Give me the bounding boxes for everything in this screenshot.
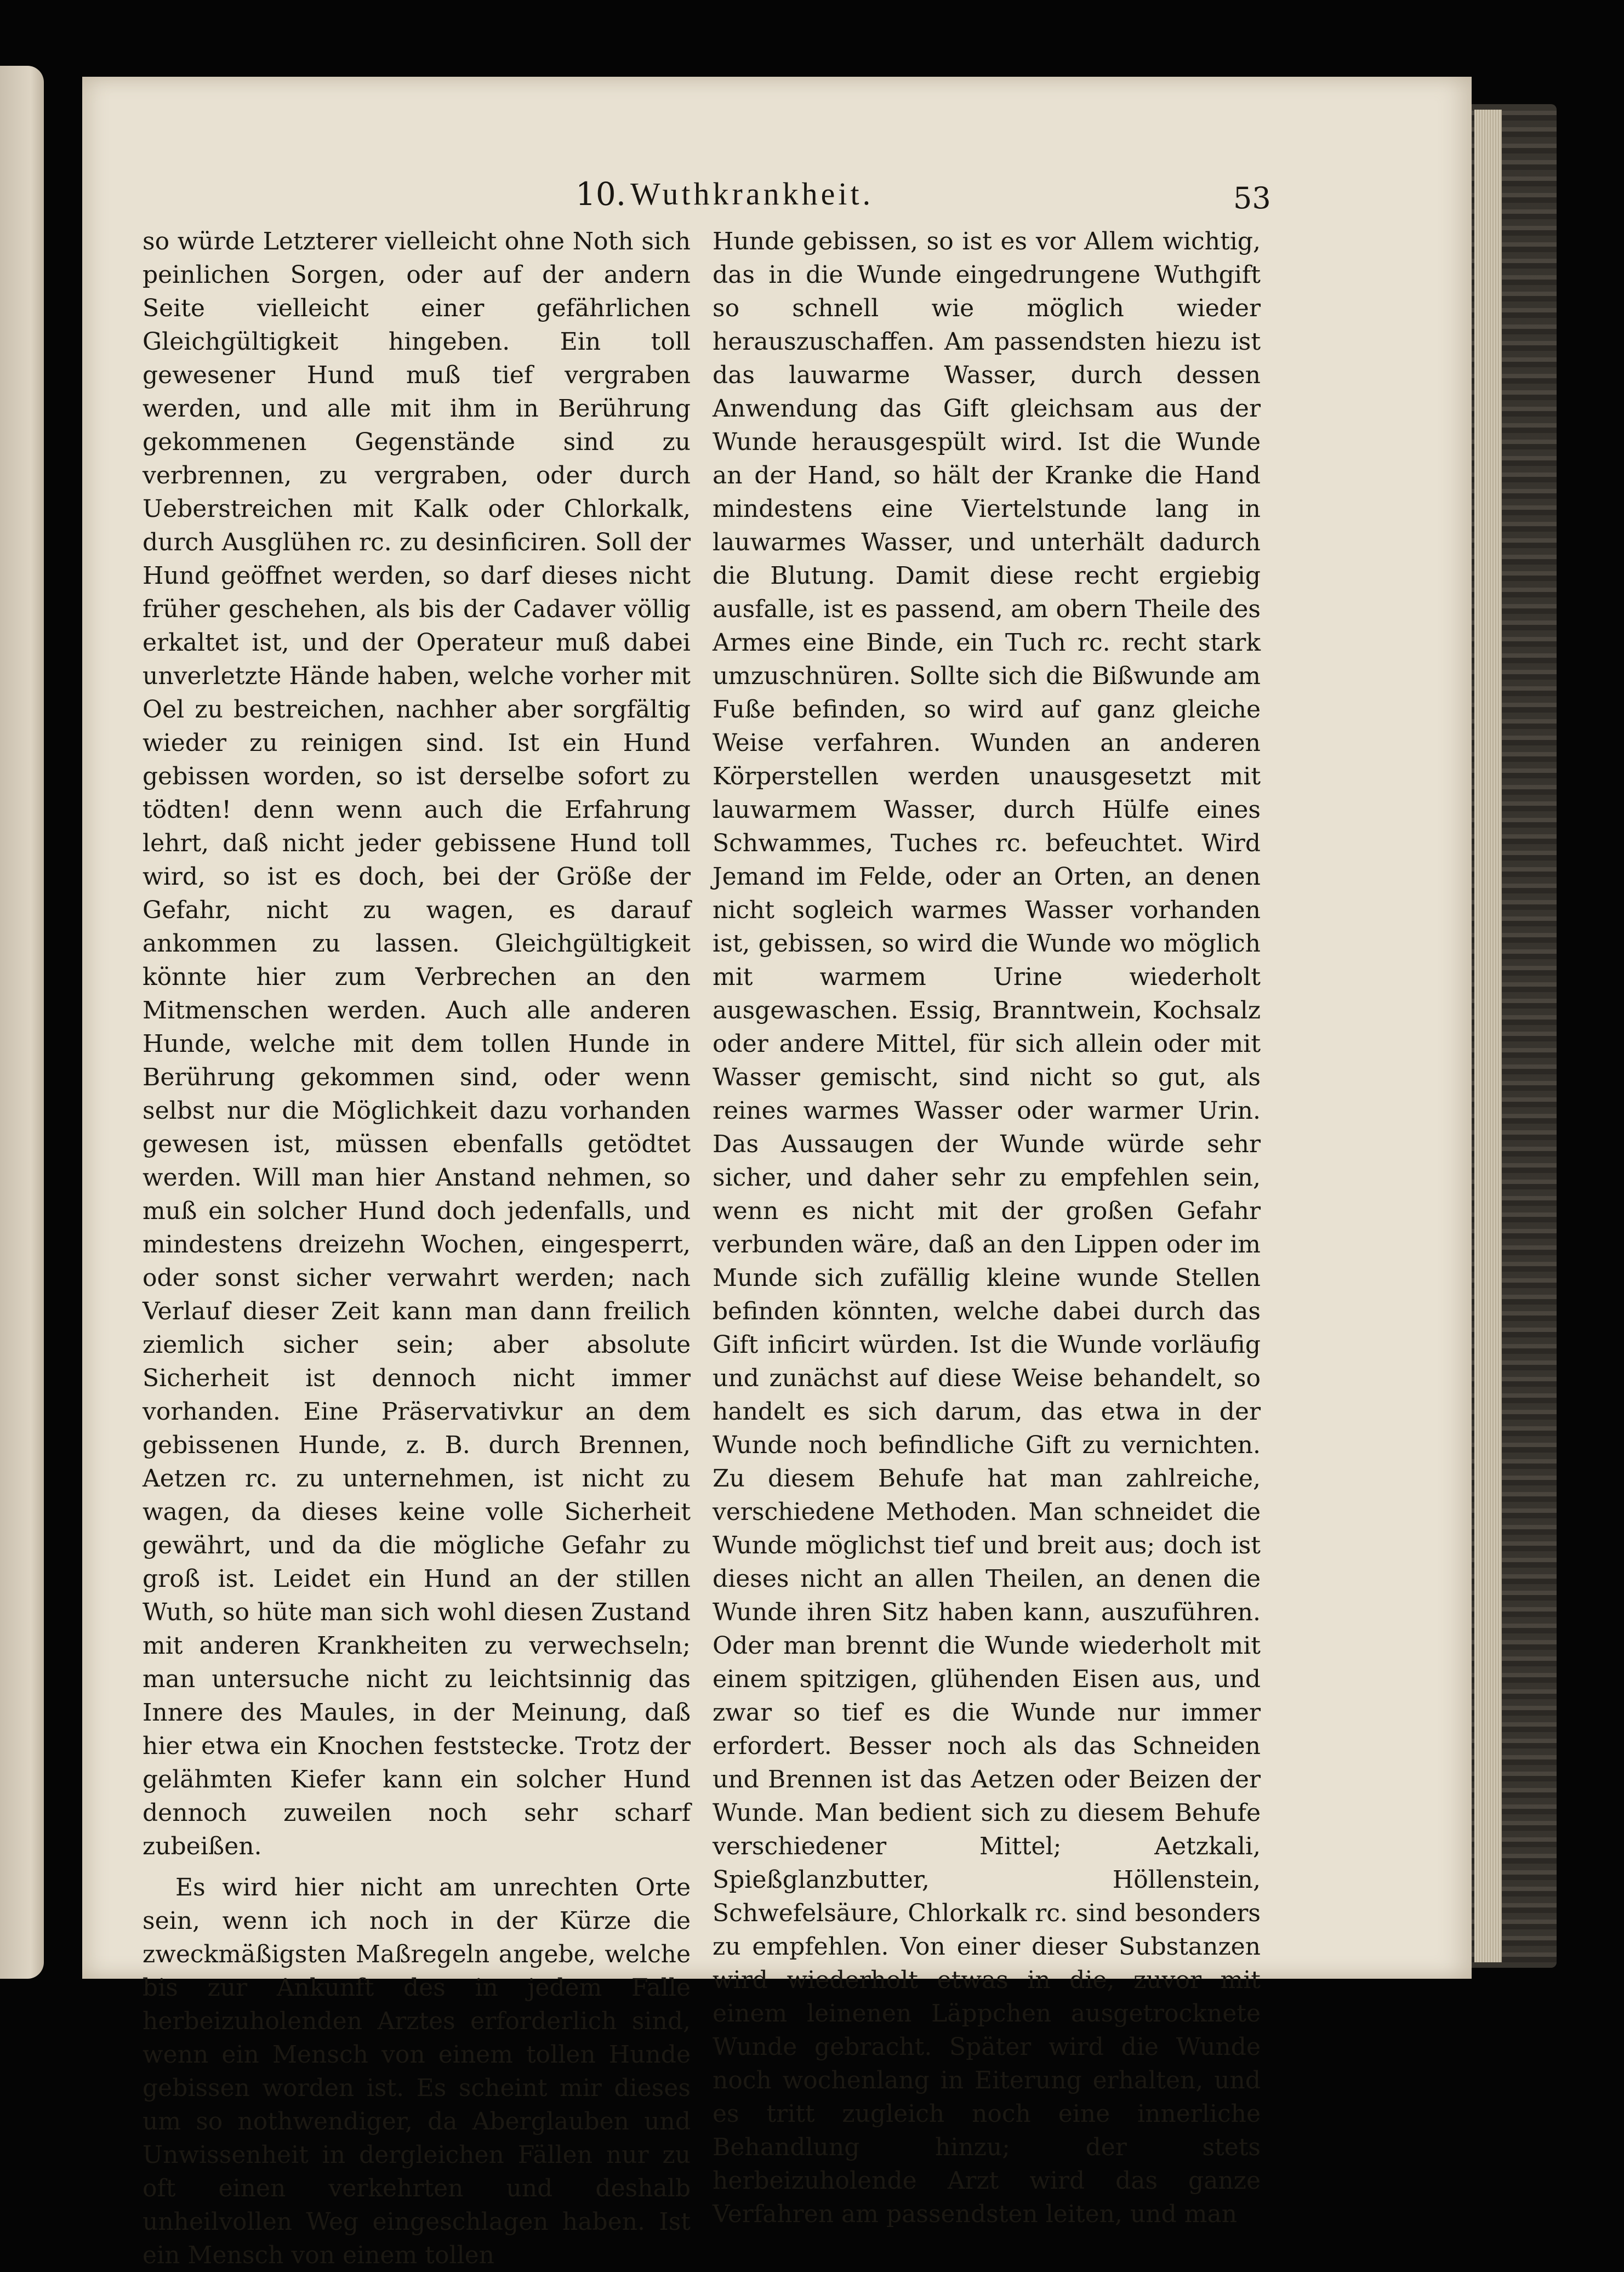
right-text-column — [713, 225, 1261, 2231]
facing-page-edge — [0, 66, 44, 1979]
chapter-title: Wuthkrankheit. — [630, 176, 874, 212]
chapter-number: 10. — [575, 175, 626, 213]
book-page — [82, 77, 1472, 2269]
page-block-edges — [1474, 110, 1502, 1962]
body-paragraph: Hunde gebissen, so ist es vor Allem wichtig, das in die Wunde eingedrungene Wuthgift so schnell wie möglich wieder herauszuschaffen. Am passendsten hiezu ist das lauwarme Wasser, durch dessen Anwendung das Gift gleichsam aus der Wunde herausgespült wird. Ist die Wunde an der Hand, so hält der Kranke die Hand mindestens eine Viertelstunde lang in lauwarmes Wasser, und unterhält dadurch die Blutung. Damit diese recht ergiebig ausfalle, ist es passend, am obern Theile des Armes eine Binde, ein Tuch rc. recht stark umzuschnüren. Sollte sich die Bißwunde am Fuße befinden, so wird auf ganz gleiche Weise verfahren. Wunden an anderen Körperstellen werden unausgesetzt mit lauwarmem Wasser, durch Hülfe eines Schwammes, Tuches rc. befeuchtet. Wird Jemand im Felde, oder an Orten, an denen nicht sogleich warmes Wasser vorhanden ist, gebissen, so wird die Wunde wo möglich mit warmem Urine wiederholt ausgewaschen. Essig, Branntwein, Kochsalz oder andere Mittel, für sich allein oder mit Wasser gemischt, sind nicht so gut, als reines warmes Wasser oder warmer Urin. Das Aussaugen der Wunde würde sehr sicher, und daher sehr zu empfehlen sein, wenn es nicht mit der großen Gefahr verbunden wäre, daß an den Lippen oder im Munde sich zufällig kleine wunde Stellen befinden könnten, welche dabei durch das Gift inficirt würden. Ist die Wunde vorläufig und zunächst auf diese Weise behandelt, so handelt es sich darum, das etwa in der Wunde noch befindliche Gift zu vernichten. Zu diesem Behufe hat man zahlreiche, verschiedene Methoden. Man schneidet die Wunde möglichst tief und breit aus; doch ist dieses nicht an allen Theilen, an denen die Wunde ihren Sitz haben kann, auszuführen. Oder man brennt die Wunde wiederholt mit einem spitzigen, glühenden Eisen aus, und zwar so tief es die Wunde nur immer erfordert. Besser noch als das Schneiden und Brennen ist das Aetzen oder Beizen der Wunde. Man bedient sich zu diesem Behufe verschiedener Mittel; Aetzkali, Spießglanzbutter, Höllenstein, Schwefelsäure, Chlorkalk rc. sind besonders zu empfehlen. Von einer dieser Substanzen wird wiederholt etwas in die, zuvor mit einem leinenen Läppchen ausgetrocknete Wunde gebracht. Später wird die Wunde noch wochenlang in Eiterung erhalten, und es tritt zugleich noch eine innerliche Behandlung hinzu; der stets herbeizuholende Arzt wird das ganze Verfahren am passendsten leiten, und man — [713, 227, 1261, 2228]
left-text-column — [143, 225, 691, 2272]
running-header — [82, 175, 1472, 225]
body-paragraph: Es wird hier nicht am unrechten Orte sein, wenn ich noch in der Kürze die zweckmäßigsten Maßregeln angebe, welche bis zur Ankunft des in jedem Falle herbeizuholenden Arztes erforderlich sind, wenn ein Mensch von einem tollen Hunde gebissen worden ist. Es scheint mir dieses um so nothwendiger, da Aberglauben und Unwissenheit in dergleichen Fällen nur zu oft einen verkehrten und deshalb unheilvollen Weg eingeschlagen haben. Ist ein Mensch von einem tollen — [143, 1874, 691, 2269]
page-number: 53 — [1233, 181, 1271, 215]
body-paragraph: so würde Letzterer vielleicht ohne Noth sich peinlichen Sorgen, oder auf der andern Seite vielleicht einer gefährlichen Gleichgültigkeit hingeben. Ein toll gewesener Hund muß tief vergraben werden, und alle mit ihm in Berührung gekommenen Gegenstände sind zu verbrennen, zu vergraben, oder durch Ueberstreichen mit Kalk oder Chlorkalk, durch Ausglühen rc. zu desinficiren. Soll der Hund geöffnet werden, so darf dieses nicht früher geschehen, als bis der Cadaver völlig erkaltet ist, und der Operateur muß dabei unverletzte Hände haben, welche vorher mit Oel zu bestreichen, nachher aber sorgfältig wieder zu reinigen sind. Ist ein Hund gebissen worden, so ist derselbe sofort zu tödten! denn wenn auch die Erfahrung lehrt, daß nicht jeder gebissene Hund toll wird, so ist es doch, bei der Größe der Gefahr, nicht zu wagen, es darauf ankommen zu lassen. Gleichgültigkeit könnte hier zum Verbrechen an den Mitmenschen werden. Auch alle anderen Hunde, welche mit dem tollen Hunde in Berührung gekommen sind, oder wenn selbst nur die Möglichkeit dazu vorhanden gewesen ist, müssen ebenfalls getödtet werden. Will man hier Anstand nehmen, so muß ein solcher Hund doch jedenfalls, und mindestens dreizehn Wochen, eingesperrt, oder sonst sicher verwahrt werden; nach Verlauf dieser Zeit kann man dann freilich ziemlich sicher sein; aber absolute Sicherheit ist dennoch nicht immer vorhanden. Eine Präservativkur an dem gebissenen Hunde, z. B. durch Brennen, Aetzen rc. zu unternehmen, ist nicht zu wagen, da dieses keine volle Sicherheit gewährt, und da die mögliche Gefahr zu groß ist. Leidet ein Hund an der stillen Wuth, so hüte man sich wohl diesen Zustand mit anderen Krankheiten zu verwechseln; man untersuche nicht zu leichtsinnig das Innere des Maules, in der Meinung, daß hier etwa ein Knochen feststecke. Trotz der gelähmten Kiefer kann ein solcher Hund dennoch zuweilen noch sehr scharf zubeißen. — [143, 227, 691, 1860]
